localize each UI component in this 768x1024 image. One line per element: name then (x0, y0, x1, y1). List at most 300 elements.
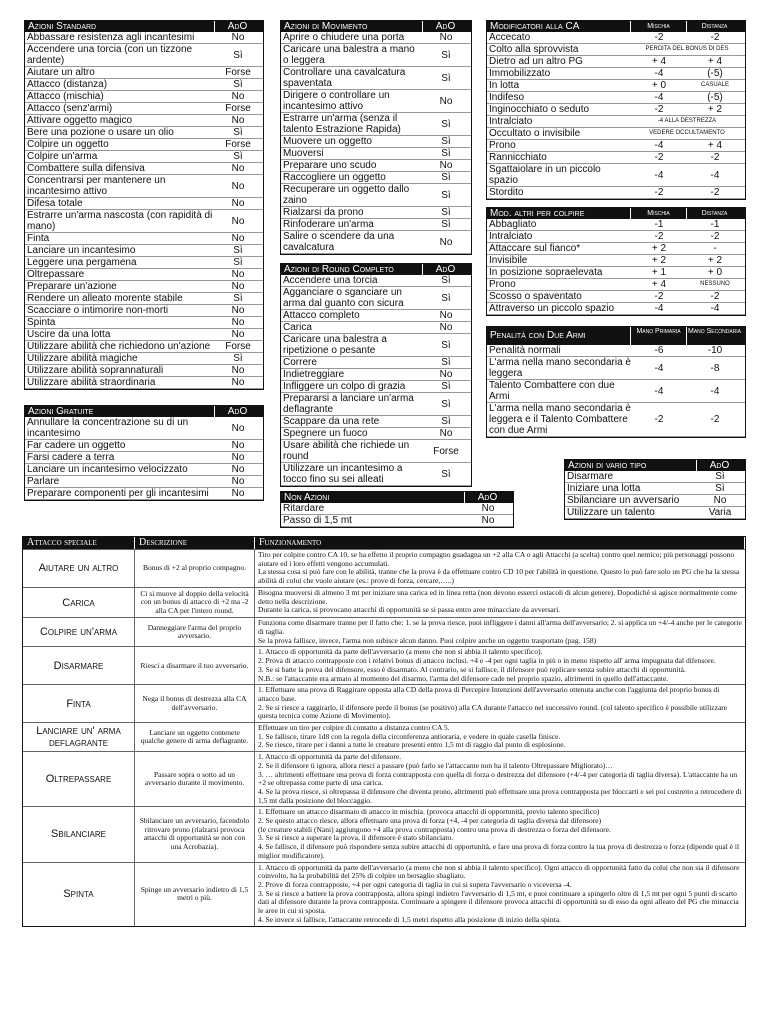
special-attack-row (23, 587, 745, 618)
modifier-value-1: + 4 (651, 279, 667, 290)
action-label: Preparare uno scudo (283, 160, 377, 171)
aoo-value: Sì (441, 207, 451, 218)
action-label: Rialzarsi da prono (283, 207, 364, 218)
table-row (281, 310, 471, 322)
standard-actions-col: AdO (214, 21, 260, 32)
modifier-value-2: -2 (710, 414, 720, 425)
action-label: Concentrarsi per mantenere un incantesimo attivo (27, 175, 166, 197)
modifier-value-1: -2 (654, 32, 664, 43)
function-line: 3. Se si riesce a superare la prova, il difensore è stato sbilanciato. (258, 833, 454, 843)
table-row (25, 115, 263, 127)
aoo-value: Sì (441, 357, 451, 368)
table-row (487, 128, 745, 140)
aoo-value: Sì (441, 219, 451, 230)
function-line: 4. Se la prova riesce, si oltrepassa il difensore che diventa prono, altrimenti può effettuare una prova contrapposta per bloccarti e sei poi costretto a retrocedere di 1,5 mt dalla posizione del bloccaggio. (258, 786, 742, 805)
modifier-value-2: - (713, 243, 717, 254)
aoo-value: No (231, 180, 245, 192)
aoo-value: Sì (441, 416, 451, 427)
action-label: Infliggere un colpo di grazia (283, 381, 406, 392)
aoo-value: Sì (441, 292, 451, 304)
non-actions-header (281, 492, 513, 503)
special-attack-function (255, 685, 745, 722)
aoo-value: No (231, 440, 245, 451)
table-row (25, 452, 263, 464)
two-weapon-table (486, 326, 746, 438)
two-weapon-col-primary: Mano Primaria (630, 327, 686, 345)
aoo-value: No (231, 377, 245, 388)
modifier-value-2: + 0 (707, 267, 723, 278)
modifier-value-2: + 2 (707, 104, 723, 115)
table-row (281, 416, 471, 428)
table-row (487, 267, 745, 279)
action-label: Difesa totale (27, 198, 83, 209)
modifier-value-2: -2 (710, 231, 720, 242)
aoo-value: Sì (233, 257, 243, 268)
action-label: Uscire da una lotta (27, 329, 111, 340)
attack-modifiers-title: Mod. altri per colpire (490, 208, 585, 219)
ac-modifiers-col-ranged: Distanza (686, 21, 742, 32)
special-attack-function (255, 588, 745, 618)
attack-modifiers-col-melee: Mischia (630, 208, 686, 219)
modifier-value-1: + 0 (651, 80, 667, 91)
modifier-label: Indifeso (489, 92, 525, 103)
ac-modifiers-header (487, 21, 745, 32)
special-attack-description: Riesci a disarmare il tuo avversario. (135, 647, 255, 684)
table-row (487, 44, 745, 56)
function-line: Durante la carica, si provocano attacchi di opportunità se si passa entro aree minacciate da avversari. (258, 605, 561, 615)
table-row (487, 152, 745, 164)
table-row (565, 507, 745, 519)
aoo-value: No (439, 310, 453, 321)
table-row (25, 417, 263, 440)
table-row (487, 92, 745, 104)
header-function: Funzionamento (255, 537, 745, 549)
non-actions-title: Non Azioni (284, 492, 330, 503)
action-label: Iniziare una lotta (567, 483, 641, 494)
table-row (25, 233, 263, 245)
standard-actions-table (24, 20, 264, 390)
table-row (487, 164, 745, 187)
attack-modifiers-body (487, 219, 745, 315)
aoo-value: No (439, 369, 453, 380)
modifier-label: L'arma nella mano secondaria è leggera e il Talento Combattere con due Armi (489, 403, 631, 436)
function-line: 2. Se si riesce a raggirarlo, il difensore perde il bonus (se positivo) alla CA durante l'attacco nel successivo round. (col talento specifico è possibile utilizzare questa tecnica come Azione di Movimento). (258, 702, 728, 721)
aoo-value: Sì (441, 398, 451, 410)
table-row (487, 231, 745, 243)
misc-actions-col: AdO (696, 460, 742, 471)
aoo-value: Forse (225, 67, 251, 78)
modifier-label: Attraverso un piccolo spazio (489, 303, 615, 314)
aoo-value: No (439, 322, 453, 333)
function-line: Tiro per colpire contro CA 10, se ha effetto il proprio compagno guadagna un +2 alla CA o agli Attacchi (a scelta) contro quel nemico; più personaggi possono aiutare ed i loro effetti vengono accumulati. (258, 550, 735, 568)
special-attack-name: Carica (23, 588, 135, 618)
action-label: Ritardare (283, 503, 325, 514)
aoo-value: No (231, 269, 245, 280)
non-actions-table (280, 491, 514, 528)
table-row (281, 334, 471, 357)
action-label: Aiutare un altro (27, 67, 95, 78)
action-label: Utilizzare abilità magiche (27, 353, 138, 364)
aoo-value: No (231, 115, 245, 126)
standard-actions-body (25, 32, 263, 389)
action-label: Dirigere o controllare un incantesimo attivo (283, 90, 390, 112)
table-row (281, 90, 471, 113)
aoo-value: No (231, 305, 245, 316)
free-actions-col: AdO (214, 406, 260, 417)
action-label: Leggere una pergamena (27, 257, 137, 268)
action-label: Estrarre un'arma (senza il talento Estrazione Rapida) (283, 113, 401, 135)
function-line: (le creature stabili (Nani) aggiungono +4 alla prova contrapposta) contro una prova di destrezza o forza del difensore. (258, 824, 611, 834)
aoo-value: No (713, 495, 727, 506)
aoo-value: No (231, 198, 245, 209)
table-row (487, 345, 745, 357)
table-row (565, 495, 745, 507)
modifier-value-1: -2 (654, 152, 664, 163)
modifier-label: Intralciato (489, 116, 533, 127)
aoo-value: No (231, 452, 245, 463)
special-attack-name: Finta (23, 685, 135, 722)
table-row (25, 353, 263, 365)
special-attack-name: Disarmare (23, 647, 135, 684)
attack-modifiers-table (486, 207, 746, 316)
two-weapon-col-secondary: Mano Secondaria (686, 327, 742, 345)
special-attack-name: Oltrepassare (23, 752, 135, 806)
aoo-value: No (439, 428, 453, 439)
aoo-value: No (231, 365, 245, 376)
action-label: Indietreggiare (283, 369, 345, 380)
two-weapon-title: Penalità con Due Armi (490, 330, 586, 341)
action-label: Accendere una torcia (283, 275, 378, 286)
modifier-label: Colto alla sprovvista (489, 44, 579, 55)
action-label: Attivare oggetto magico (27, 115, 133, 126)
move-actions-col: AdO (422, 21, 468, 32)
table-row (487, 80, 745, 92)
non-actions-body (281, 503, 513, 527)
table-row (281, 393, 471, 416)
aoo-value: No (439, 32, 453, 43)
special-attacks-header (23, 537, 745, 549)
aoo-value: Forse (225, 139, 251, 150)
action-label: Utilizzare un incantesimo a tocco fino su sei alleati (283, 463, 403, 485)
special-attack-name: Spinta (23, 863, 135, 926)
action-label: Far cadere un oggetto (27, 440, 126, 451)
aoo-value: No (439, 160, 453, 171)
aoo-value: No (231, 464, 245, 475)
function-line: 1. Attacco di opportunità da parte del difensore. (258, 752, 402, 762)
aoo-value: Forse (225, 341, 251, 352)
aoo-value: Sì (441, 49, 451, 61)
aoo-value: No (481, 515, 495, 526)
function-line: 2. Se questo attacco riesce, allora effettuare una prova di forza (+4, -4 per categoria di taglia diversa dal difensore) (258, 816, 602, 826)
table-row (487, 56, 745, 68)
aoo-value: No (439, 236, 453, 248)
modifier-label: Dietro ad un altro PG (489, 56, 583, 67)
modifier-value-1: -2 (654, 291, 664, 302)
modifier-label: Sgattaiolare in un piccolo spazio (489, 164, 601, 186)
move-actions-table (280, 20, 472, 255)
table-row (487, 303, 745, 315)
modifier-label: In posizione sopraelevata (489, 267, 603, 278)
ac-modifiers-title: Modificatori alla CA (490, 21, 580, 32)
special-attack-function (255, 647, 745, 684)
free-actions-body (25, 417, 263, 500)
table-row (487, 291, 745, 303)
move-actions-body (281, 32, 471, 254)
function-line: 1. Effettuare una prova di Raggirare opposta alla CD della prova di Percepire Intenzioni dell'avversario ottenuta anche con l'aggiunta del proprio bonus di attacco base. (258, 685, 720, 703)
modifier-value-2: -1 (710, 219, 720, 230)
action-label: Aprire o chiudere una porta (283, 32, 405, 43)
table-row (25, 210, 263, 233)
special-attack-function (255, 618, 745, 646)
action-label: Rinfoderare un'arma (283, 219, 374, 230)
action-label: Spegnere un fuoco (283, 428, 368, 439)
modifier-value-1: + 2 (651, 243, 667, 254)
table-row (25, 32, 263, 44)
action-label: Lanciare un incantesimo (27, 245, 136, 256)
action-label: Attacco (mischia) (27, 91, 104, 102)
function-line: Effettuare un tiro per colpire di contatto a distanza contro CA 5. (258, 723, 450, 733)
table-row (281, 207, 471, 219)
special-attack-description: Ci si muove al doppio della velocità con un bonus di attacco di +2 ma -2 alla CA per l'intero round. (135, 588, 255, 618)
special-attack-row (23, 806, 745, 861)
special-attack-function (255, 752, 745, 806)
aoo-value: Sì (441, 468, 451, 480)
special-attack-description: Bonus di +2 al proprio compagno. (135, 550, 255, 587)
action-label: Disarmare (567, 471, 614, 482)
function-line: Bisogna muoversi di almeno 3 mt per iniziare una carica ed in linea retta (non devono esserci ostacoli di alcun genere). Dopodiché si agisce normalmente come detto nella descrizione. (258, 587, 737, 606)
special-attack-description: Danneggiare l'arma del proprio avversario. (135, 618, 255, 646)
table-row (25, 245, 263, 257)
aoo-value: Sì (441, 118, 451, 130)
special-attack-row (23, 862, 745, 926)
action-label: Caricare una balestra a mano o leggera (283, 44, 415, 66)
modifier-label: Inginocchiato o seduto (489, 104, 590, 115)
table-row (281, 136, 471, 148)
table-row (281, 32, 471, 44)
table-row (25, 281, 263, 293)
function-line: 3. Se si riesce a battere la prova contrapposta, allora spingi indietro l'avversario di 1,5 mt, e puoi continuare a spingerlo oltre di 1,5 mt per ogni 5 punti di scarto dati al difensore durante la prova contrapposta. Continuare a spingere il difensore provoca attacchi di opportunità su di esso da ogni alleato del PG che minaccia le aree in cui si sposta. (258, 888, 739, 916)
action-label: Annullare la concentrazione su di un incantesimo (27, 417, 189, 439)
modifier-label: Rannicchiato (489, 152, 547, 163)
ac-modifiers-table (486, 20, 746, 200)
modifier-label: Invisibile (489, 255, 528, 266)
function-line: 2. Se riesce, tirare per i danni a tutte le creature presenti entro 1,5 mt di raggio dal punto di esplosione. (258, 740, 566, 750)
modifier-label: Talento Combattere con due Armi (489, 380, 615, 402)
aoo-value: No (231, 281, 245, 292)
non-actions-col: AdO (464, 492, 510, 503)
action-label: Carica (283, 322, 312, 333)
function-line: 3. Se si batte la prova del difensore, esso è disarmato. Al contrario, se si fallisce, il difensore può replicare senza subire attacchi di opportunità. (258, 664, 686, 674)
action-label: Estrarre un'arma nascosta (con rapidità di mano) (27, 210, 213, 232)
table-row (487, 140, 745, 152)
function-line: 1. Se fallisce, tirare 1d8 con la regola della circonferenza antioraria, e vedere in quale casella finisce. (258, 731, 561, 741)
table-row (25, 163, 263, 175)
aoo-value: No (231, 329, 245, 340)
table-row (487, 187, 745, 199)
modifier-value-1: -2 (654, 231, 664, 242)
table-row (25, 91, 263, 103)
special-attack-name: Aiutare un altro (23, 550, 135, 587)
action-label: Raccogliere un oggetto (283, 172, 386, 183)
table-row (25, 488, 263, 500)
modifier-label: Abbagliato (489, 219, 537, 230)
action-label: Usare abilità che richiede un round (283, 440, 410, 462)
free-actions-header (25, 406, 263, 417)
table-row (281, 231, 471, 254)
action-label: Muovere un oggetto (283, 136, 372, 147)
aoo-value: No (231, 317, 245, 328)
modifier-value-2: -4 (710, 385, 720, 397)
modifier-value-2: -2 (710, 32, 720, 43)
action-label: Correre (283, 357, 317, 368)
modifier-value-1: -4 (654, 68, 664, 79)
special-attack-description: Lanciare un oggetto contenete qualche genere di arma deflagrante. (135, 723, 255, 751)
modifier-value-1: -6 (654, 345, 664, 356)
free-actions-table (24, 405, 264, 501)
aoo-value: No (481, 503, 495, 514)
table-row (25, 440, 263, 452)
aoo-value: No (231, 476, 245, 487)
modifier-value-1: -2 (654, 414, 664, 425)
table-row (25, 44, 263, 67)
modifier-value-1: -2 (654, 104, 664, 115)
special-attack-name: Sbilanciare (23, 807, 135, 861)
table-row (281, 287, 471, 310)
function-line: 2. Prove di forza contrapposte, +4 per ogni categoria di taglia in cui si supera l'avversario o viceversa -4. (258, 880, 572, 889)
aoo-value: Varia (708, 507, 732, 518)
function-line: 2. Se il difensore ti ignora, allora riesci a passare (può farlo se l'attaccante non ha il talento Oltrepassare Migliorato)… (258, 760, 613, 770)
standard-actions-header (25, 21, 263, 32)
modifier-value-2: -8 (710, 362, 720, 374)
aoo-value: No (231, 422, 245, 434)
header-description: Descrizione (135, 537, 255, 549)
table-row (487, 380, 745, 403)
special-attack-description: Passare sopra o sotto ad un avversario durante il movimento. (135, 752, 255, 806)
action-label: Accendere una torcia (con un tizzone ardente) (27, 44, 193, 66)
action-label: Colpire un'arma (27, 151, 98, 162)
table-row (25, 329, 263, 341)
function-line: 3. … altrimenti effettuare una prova di forza contrapposta con quella di forza o destrezza del difensore (+4/-4 per categoria di taglia diversa). L'attaccante ha un +2 se oltrepassa come parte di una carica. (258, 769, 738, 788)
table-row (281, 113, 471, 136)
full-round-header (281, 264, 471, 275)
table-row (487, 403, 745, 437)
aoo-value: No (231, 215, 245, 227)
aoo-value: Sì (233, 79, 243, 90)
special-attacks-table (22, 536, 746, 927)
table-row (281, 184, 471, 207)
modifier-label: Stordito (489, 187, 524, 198)
aoo-value: Sì (233, 127, 243, 138)
modifier-label: In lotta (489, 80, 520, 91)
table-row (565, 471, 745, 483)
table-row (281, 219, 471, 231)
standard-actions-title: Azioni Standard (28, 21, 97, 32)
function-line: 2. Prova di attacco contrapposte con i relativi bonus di attacco inclusi. +4 e -4 per ogni taglia in più o in meno rispetto all' arma impugnata dal difensore. (258, 656, 716, 666)
modifier-label: Immobilizzato (489, 68, 551, 79)
function-line: 1. Attacco di opportunità da parte dell'avversario (a meno che non si abbia il talento specifico). Ogni attacco di opportunità fatto da colui che non sia il difensore coinvolto, ha la probabilità del 25% di colpire un bersaglio sbagliato. (258, 862, 740, 881)
modifier-value-2: -4 (710, 169, 720, 181)
special-attack-function (255, 723, 745, 751)
action-label: Oltrepassare (27, 269, 85, 280)
action-label: Utilizzare abilità straordinaria (27, 377, 156, 388)
modifier-label: Penalità normali (489, 345, 561, 356)
aoo-value: No (231, 488, 245, 499)
special-attack-row (23, 617, 745, 646)
special-attack-name: Colpire un'arma (23, 618, 135, 646)
action-label: Bere una pozione o usare un olio (27, 127, 174, 138)
table-row (25, 127, 263, 139)
aoo-value: Sì (233, 245, 243, 256)
modifier-value-1: + 1 (651, 267, 667, 278)
table-row (281, 67, 471, 90)
modifier-note: -4 ALLA DESTREZZA (657, 118, 717, 124)
ac-modifiers-body (487, 32, 745, 199)
table-row (25, 175, 263, 198)
misc-actions-header (565, 460, 745, 471)
table-row (487, 243, 745, 255)
table-row (487, 104, 745, 116)
special-attack-name: Lanciare un' arma deflagrante (23, 723, 135, 751)
table-row (281, 463, 471, 486)
aoo-value: No (231, 32, 245, 43)
action-label: Parlare (27, 476, 60, 487)
aoo-value: Sì (233, 293, 243, 304)
aoo-value: Sì (441, 381, 451, 392)
special-attack-function (255, 550, 745, 587)
table-row (487, 219, 745, 231)
aoo-value: Sì (441, 189, 451, 201)
action-label: Recuperare un oggetto dallo zaino (283, 184, 410, 206)
special-attack-description: Spinge un avversario indietro di 1,5 metri o più. (135, 863, 255, 926)
table-row (281, 440, 471, 463)
free-actions-title: Azioni Gratuite (28, 406, 94, 417)
full-round-body (281, 275, 471, 486)
modifier-value-1: -2 (654, 187, 664, 198)
table-row (25, 317, 263, 329)
special-attacks-body (23, 549, 745, 926)
modifier-value-1: + 2 (651, 255, 667, 266)
action-label: Preparare un'azione (27, 281, 117, 292)
modifier-label: L'arma nella mano secondaria è leggera (489, 357, 631, 379)
aoo-value: Sì (233, 151, 243, 162)
modifier-value-2: NESSUNO (700, 281, 730, 287)
action-label: Muoversi (283, 148, 324, 159)
table-row (25, 377, 263, 389)
table-row (281, 322, 471, 334)
function-line: Funziona come disarmare tranne per il fatto che: 1. se la prova riesce, puoi infliggere i danni all'arma dell'avversario; 2. si applica un +4/-4 anche per le categorie di taglia. (258, 618, 742, 637)
special-attack-function (255, 807, 745, 861)
table-row (25, 139, 263, 151)
move-actions-title: Azioni di Movimento (284, 21, 368, 32)
aoo-value: Sì (441, 136, 451, 147)
action-label: Caricare una balestra a ripetizione o pesante (283, 334, 387, 356)
table-row (281, 44, 471, 67)
table-row (487, 32, 745, 44)
table-row (25, 293, 263, 305)
table-row (281, 160, 471, 172)
modifier-label: Accecato (489, 32, 531, 43)
action-label: Utilizzare un talento (567, 507, 655, 518)
modifier-value-2: + 4 (707, 56, 723, 67)
special-attack-row (23, 684, 745, 722)
aoo-value: Sì (715, 483, 725, 494)
aoo-value: No (231, 163, 245, 174)
aoo-value: Sì (441, 172, 451, 183)
action-label: Attacco (senz'armi) (27, 103, 113, 114)
aoo-value: Sì (441, 339, 451, 351)
function-line: 4. Se invece si fallisce, l'attaccante retrocede di 1,5 metri rispetto alla posizione di inizio della spinta. (258, 914, 561, 924)
aoo-value: Sì (441, 275, 451, 286)
